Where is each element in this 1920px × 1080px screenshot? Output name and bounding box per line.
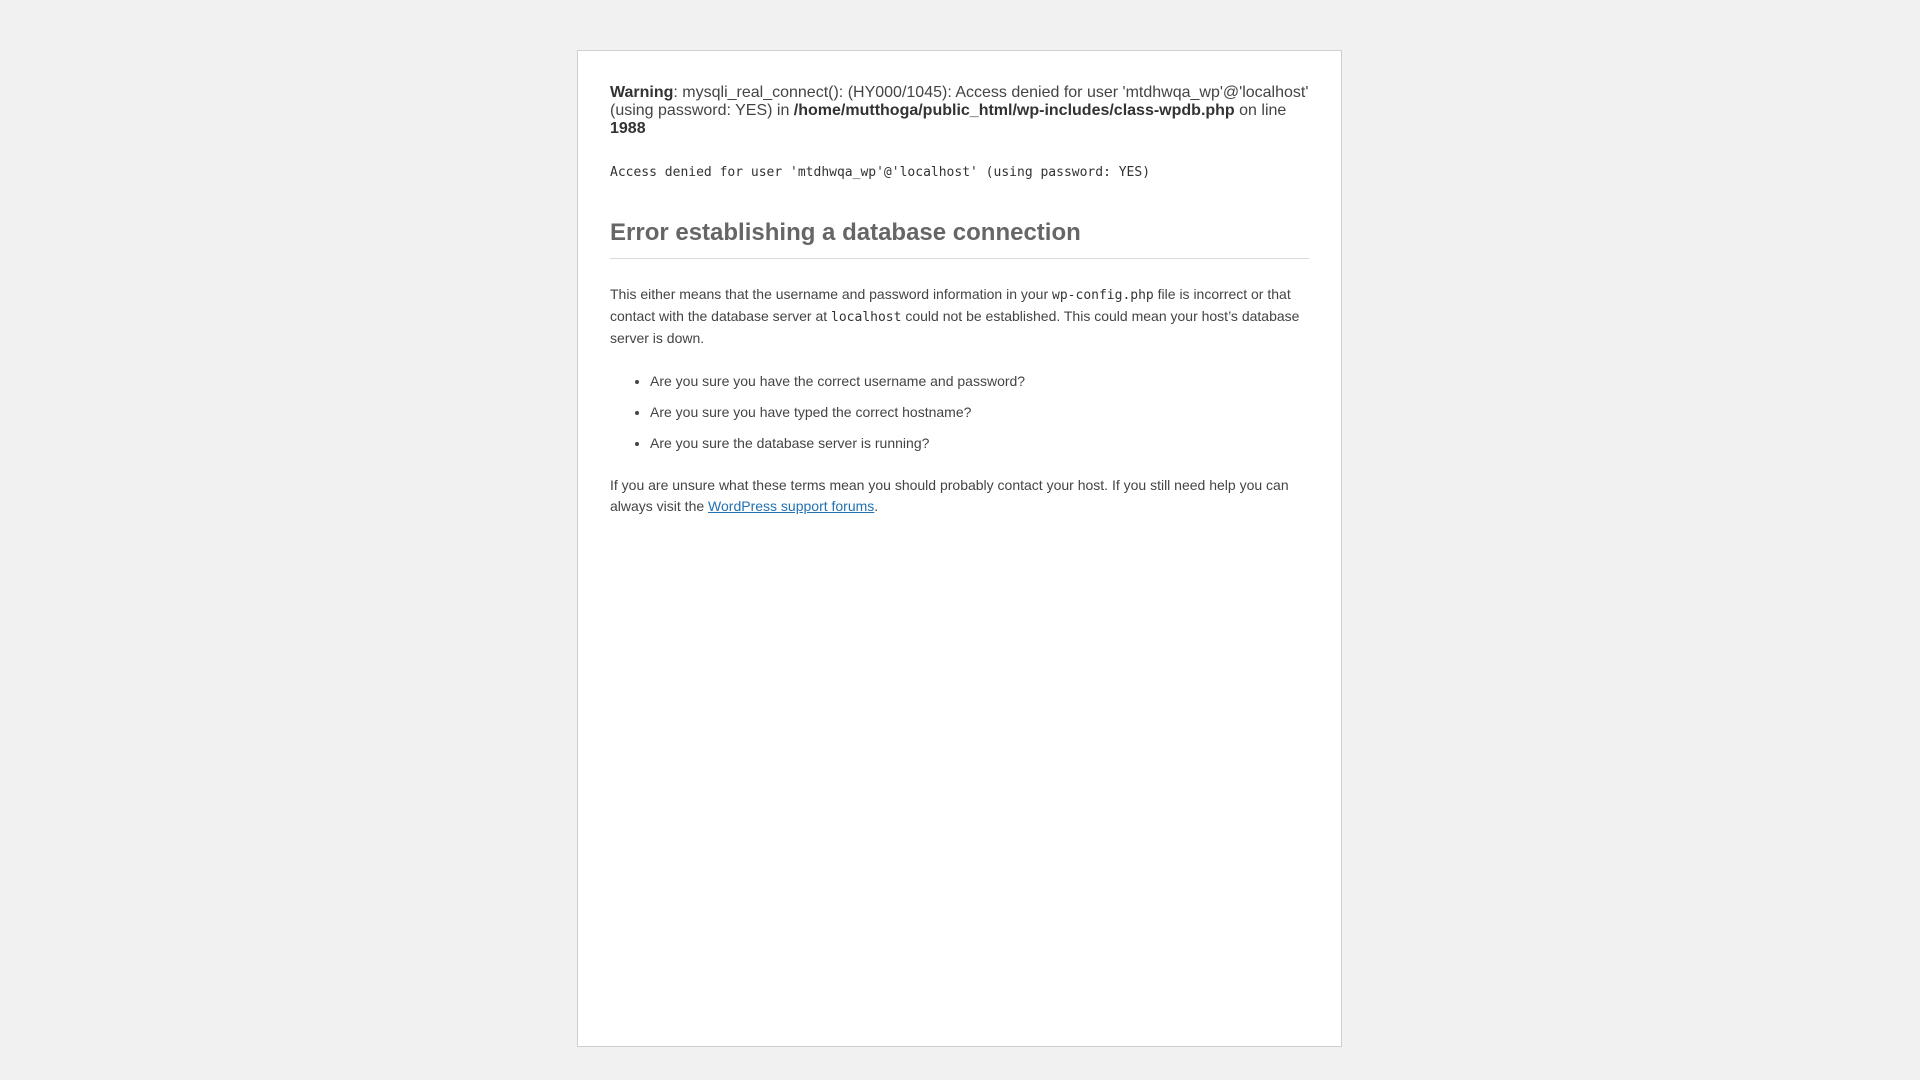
troubleshooting-list — [610, 371, 1309, 454]
error-page-container — [577, 50, 1342, 1047]
database-host: localhost — [831, 310, 902, 325]
explanation-text-1: This either means that the username and password information in your — [610, 286, 1053, 302]
warning-on-line: on line — [1234, 102, 1287, 119]
warning-message: : mysqli_real_connect(): (HY000/1045): Access denied for user 'mtdhwqa_wp'@'localhost' (using password: YES) in — [610, 84, 1309, 119]
error-explanation — [610, 284, 1309, 349]
help-text — [610, 475, 1309, 517]
php-warning — [610, 84, 1309, 138]
warning-file-path: /home/mutthoga/public_html/wp-includes/class-wpdb.php — [793, 102, 1235, 119]
access-denied-message: Access denied for user 'mtdhwqa_wp'@'localhost' (using password: YES) — [610, 165, 1151, 180]
support-forums-link[interactable]: WordPress support forums — [708, 498, 875, 514]
config-file-name: wp-config.php — [1052, 288, 1154, 303]
explanation-text-3: could not be established. This could mean your host’s database server is down. — [610, 308, 1300, 346]
help-text-2: . — [874, 498, 879, 514]
help-text-1: If you are unsure what these terms mean you should probably contact your host. If you still need help you can always visit the — [610, 477, 1289, 514]
warning-line-number: 1988 — [610, 120, 646, 137]
list-item: • Are you sure you have the correct username and password? — [650, 371, 1309, 392]
explanation-text-2: file is incorrect or that contact with the database server at — [610, 286, 1291, 324]
list-item: • Are you sure the database server is running? — [650, 433, 1309, 454]
page-title: Error establishing a database connection — [610, 219, 1309, 259]
list-item: • Are you sure you have typed the correct hostname? — [650, 402, 1309, 423]
warning-label: Warning — [610, 84, 674, 101]
